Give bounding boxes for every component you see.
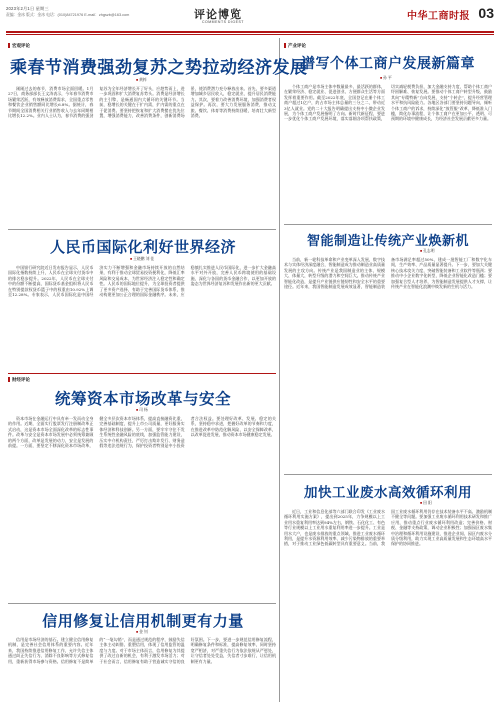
editor-info: 责编：金冰 版式：金冰 电话：(010)84721976 E-mail：zhgszb@163.com [6,13,130,17]
section-divider [8,373,276,374]
section-tag-finance: 财经评论 [8,377,30,383]
header-rule [6,31,494,33]
page-header [6,4,494,30]
section-tag-macro: 宏观评论 [8,43,30,49]
headline-spring-consumption: 乘春节消费强劲复苏之势拉动经济发展 [10,58,308,78]
column-divider [279,38,280,702]
article-body-a5: 个体工商户是市场主体中数量最多、最活跃的群体，在繁荣经济、稳定就业、促进创业、方便群众生活等方面发挥着重要作用。截至2022年底，全国登记在册个体工商户超过1亿户，约占市场主体总量的三分之二，带动近3亿人就业。党的二十大报告明确提出支持中小微企业发展，为个体工商户发展指明了方向。新时代新征程，要进一步优化个体工商户发展环境，落实落细各项帮扶政策，切实减轻税费负担，加大金融支持力度，帮助个体工商户纾困解难、恢复发展。要推动个体工商户转型升级，鼓励其向“专精特新”方向发展，支持“个转企”，提升经营管理水平和抗风险能力。各地区各部门要坚持问题导向，倾听个体工商户的诉求，持续深化“放管服”改革，降低准入门槛，简化办事流程，让个体工商户在更加公平、透明、可预期的环境中健康成长，为经济社会发展贡献更多力量。 [284,84,492,122]
article-body-a7: 近日，工业和信息化部等六部门联合印发《工业废水循环利用实施方案》，提出到2025年，力争规模以上工业用水重复利用率达到94%左右，钢铁、石化化工、有色等行业规模以上工业用水重复利用率进一步提升。工业是用水大户，也是废水排放的重点领域。推进工业废水循环利用，是提升水资源利用效率、减少污染物排放的重要举措，对于推动工业绿色低碳转型具有重要意义。当前，我国工业废水循环利用仍存在技术装备水平不高、激励机制不健全等问题。要加强工业废水循环利用技术研发和推广应用，推动重点行业废水循环利用改造；完善价格、财税、金融等支持政策，调动企业积极性；加强园区废水集中治理和循环利用设施建设，推进企业间、园区内废水分质分级利用，助力实现工业高质量发展和生态环境高水平保护的协同推进。 [284,509,492,547]
article-divider-3 [284,224,492,225]
header-rule-thin [6,34,494,35]
byline-a7: ■ 田 阳 [420,501,432,506]
article-divider-2 [8,603,276,604]
headline-credit-repair: 信用修复让信用机制更有力量 [42,612,244,630]
article-body-a4: 信用是市场经济的基石。建立健全信用修复机制，是完善社会信用体系的重要内容。近年来，我国持续推进信用修复工作，允许失信主体通过纠正失信行为、消除不良影响等方式修复信用，重新获得市场参与资格。信用修复不是简单的“一笔勾销”，而是通过规范的程序，鼓励失信主体主动纠错、重塑信用，体现了信用监管的温度与力度。对于市场主体而言，信用修复为其提供了改过自新的机会，有利于激发市场活力；对于社会而言，信用修复有助于营造诚实守信的良好氛围。下一步，要进一步规范信用修复流程，明确修复条件和标准，提高修复效率，同时坚持宽严相济，对严重失信行为依法依规从严惩处，让守信者处处受益，失信者寸步难行，让信用机制更有力量。 [8,637,276,664]
newspaper-name: 中华工商时报 [407,11,470,22]
byline-a6: ■ 孔志明 [420,249,435,254]
article-body-a3: 资本市场在金融运行中具有牵一发而动全身的作用。近期，全面实行股票发行注册制改革正式启动，这是资本市场全面深化改革的标志性事件。改革与安全是资本市场发展中必须统筹兼顾的两个方面，改革是发展的动力，安全是发展的前提。一方面，要坚定不移深化资本市场改革，健全多层次资本市场体系，提高直接融资比重，完善基础制度，提升上市公司质量，更好服务实体经济和科技创新。另一方面，要牢牢守住不发生系统性金融风险的底线，加强监管能力建设，压实中介机构责任，严厉打击欺诈发行、财务造假等违法违规行为，保护投资者特别是中小投资者合法权益。要处理好改革、发展、稳定的关系，坚持稳中求进，把握好改革的节奏和力度，在推进改革中防范化解风险，以安全保障改革，以改革促进发展，推动资本市场健康稳定发展。 [8,416,276,449]
headline-capital-market: 统筹资本市场改革与安全 [54,389,231,408]
byline-a3: ■ 司 杨 [136,408,148,413]
byline-a4: ■ 金 钊 [136,630,148,635]
byline-a2: ■ 王晓鹏 刘 佳 [130,257,154,262]
article-divider-4 [284,474,492,475]
headline-rmb-internationalization: 人民币国际化利好世界经济 [49,238,236,256]
page-number: 03 [478,5,494,21]
headline-individual-business: 谱写个体工商户发展新篇章 [301,56,475,72]
section-tag-industry: 产业评论 [284,43,306,49]
headline-smart-manufacturing: 智能制造让传统产业焕新机 [306,234,469,249]
byline-a1: ■ 黄梓 [136,78,147,83]
column-title: 评论博览 [194,9,242,21]
issue-date: 2023年2月1日 星期三 [6,6,49,11]
article-body-a1: 刚刚过去的春节，消费市场全面回暖。1月27日，商务部部长王文涛表示，今年春节消费市场繁荣活跃，有效释放消费需求，全国重点零售和餐饮企业销售额同比增长6.8%。据统计，春节期间全国消费相关行业销售收入与去年同期相比增长12.2%。业内人士认为，春节消费的强劲复苏为全年经济增长开了好头，应趁势而上，进一步巩固和扩大消费复苏势头。消费是经济增长的主引擎，是畅通国内大循环的关键环节。当前，稳增长的关键在于扩内需，扩内需的重点在于促消费。要坚持把恢复和扩大消费摆在优先位置，增强消费能力，改善消费条件，创新消费场景，使消费潜力充分释放出来。首先，要多渠道增加城乡居民收入，稳定就业，提升居民消费能力。其次，要着力改善消费环境，加强消费者权益保护。再次，要大力发展服务消费，推动文旅、餐饮、体育等消费持续回暖，培育壮大新型消费。 [8,86,276,119]
column-subtitle: COMMENTS DIGEST [202,20,244,24]
byline-a5: ■ 孙 平 [380,76,392,81]
article-divider [8,229,276,230]
article-body-a6: 当前，新一轮科技革命和产业变革深入发展，数字技术与实体经济深度融合，智能制造成为推动制造业高质量发展的主攻方向。传统产业是我国制造业的主体，规模大、体量大，转型升级的潜力和空间巨大。推动传统产业智能化改造，是提升产业链供应链韧性和安全水平的重要途径。近年来，我国智能制造发展成效显著，智能制造装备市场满足率超过50%，建成一批智能工厂和数字化车间，生产效率、产品质量显著提升。下一步，要加大关键核心技术攻关力度，突破智能装备和工业软件等瓶颈；要推动中小企业数字化转型，降低企业智能化改造门槛；要加强复合型人才培养，为智能制造发展提供人才支撑，让传统产业在智能化浪潮中焕发新的生机与活力。 [284,257,492,290]
headline-industrial-wastewater: 加快工业废水高效循环利用 [304,485,472,501]
article-body-a2: 中国银行研究院近日发布报告显示，人民币国际化指数持续上升，人民币在全球支付货币中的排名稳步提升。2022年，人民币在全球支付中的份额不断提高，国际货币基金组织将人民币在特别提款权货币篮子中的权重由10.92%上调至12.28%。专家表示，人民币国际化是中国经济实力不断增强和金融市场持续开放的自然结果，有利于推动全球贸易投资便利化，降低汇率风险和交易成本，为世界经济注入稳定性和确定性。人民币的国际地位提升，为全球投资者提供了更多资产选择，有助于完善国际货币体系，推动构建更加公正合理的国际金融秩序。未来，应稳慎扎实推进人民币国际化，进一步扩大金融高水平对外开放，完善人民币跨境使用的基础设施，深化与各国的货币金融合作，以更加开放的姿态为世界经济复苏和发展作出新的更大贡献。 [8,265,276,298]
